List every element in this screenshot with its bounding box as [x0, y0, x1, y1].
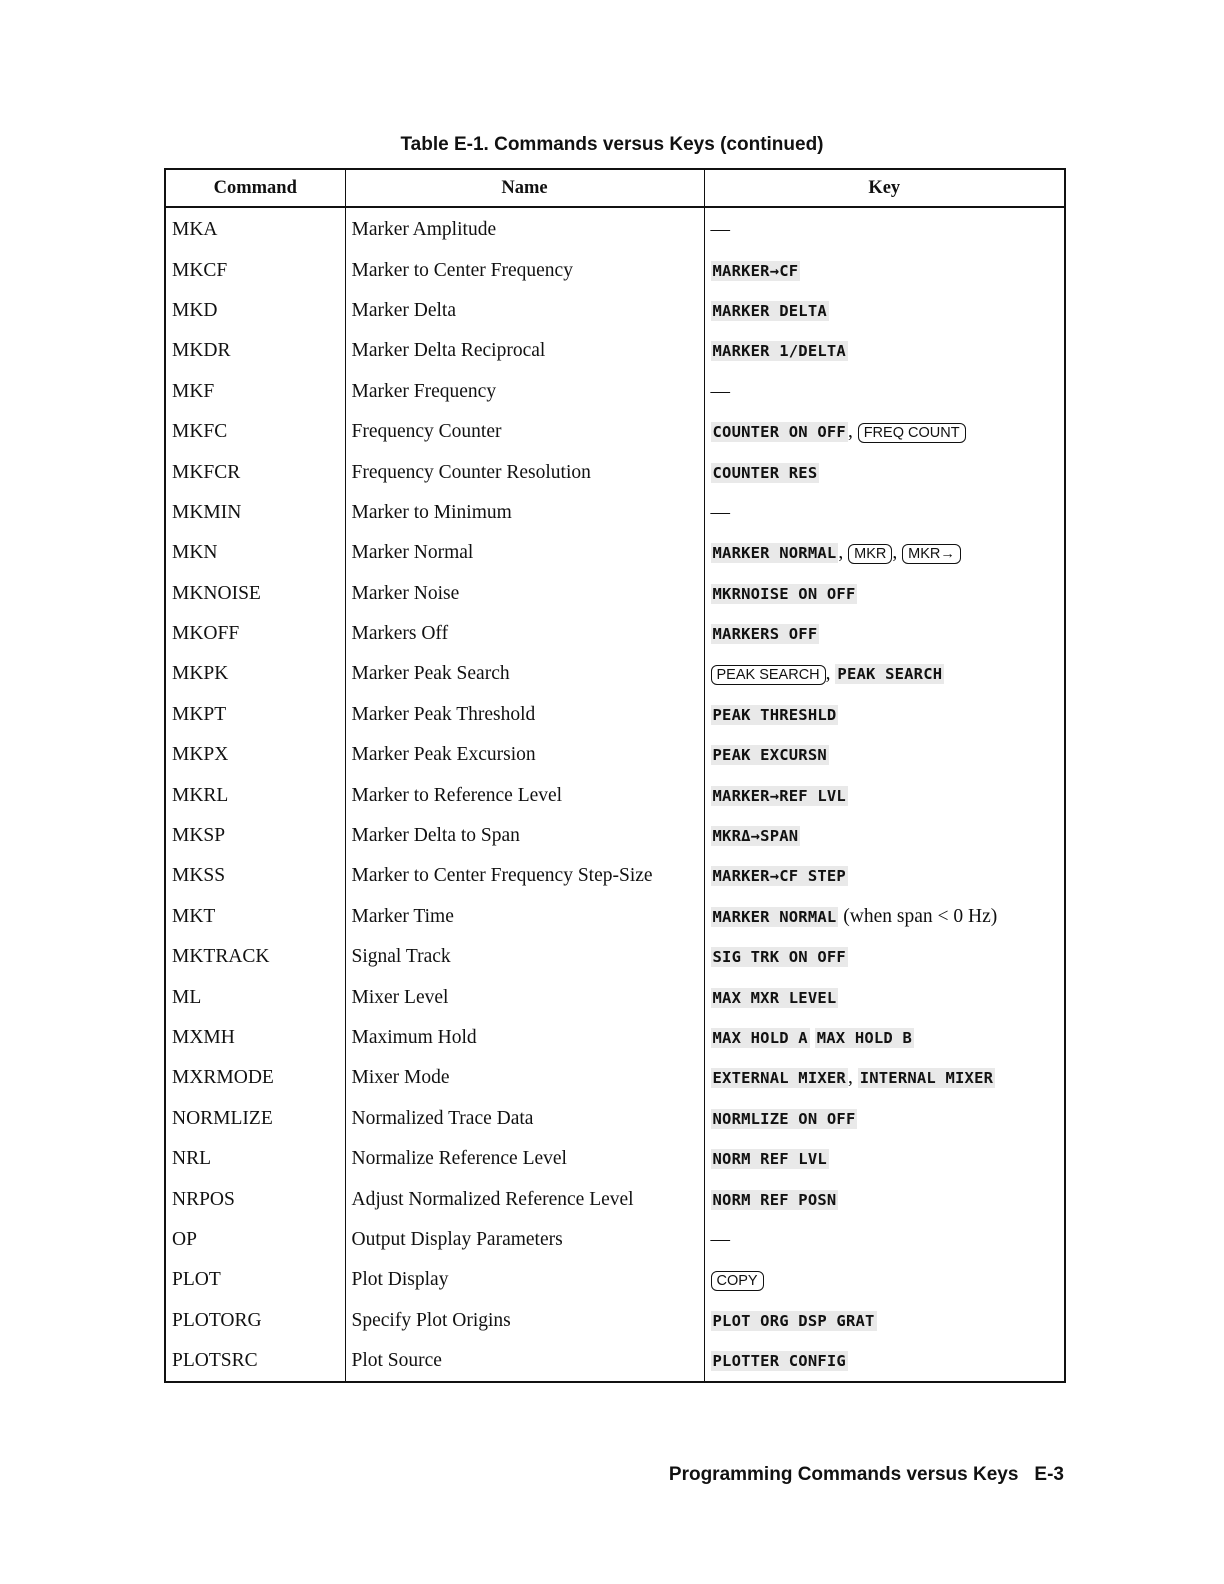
softkey-label: MAX HOLD A [712, 1029, 808, 1047]
softkey-label: MARKER→CF STEP [712, 867, 846, 886]
softkey-label: NORM REF LVL [712, 1150, 827, 1169]
key-note: (when span < 0 Hz) [838, 905, 998, 927]
table-row [165, 856, 1065, 896]
key-cell [704, 533, 1065, 573]
key-separator: , [892, 542, 903, 564]
key-cell [704, 695, 1065, 735]
hardkey-label: MKR [848, 544, 892, 564]
key-cell [704, 1220, 1065, 1260]
softkey-label: COUNTER RES [712, 463, 818, 482]
key-cell [704, 1018, 1065, 1058]
key-cell [704, 452, 1065, 492]
table-row [165, 291, 1065, 331]
name-cell: Marker Normal [345, 533, 704, 573]
table-row [165, 614, 1065, 654]
command-cell: MKSS [165, 856, 345, 896]
softkey-label: PEAK EXCURSN [712, 746, 827, 765]
key-cell [704, 1260, 1065, 1300]
name-cell: Marker to Reference Level [345, 775, 704, 815]
softkey-label: MARKER DELTA [712, 301, 827, 320]
hardkey-label: FREQ COUNT [858, 423, 966, 443]
name-cell: Normalized Trace Data [345, 1099, 704, 1139]
hardkey-label: MKR→ [902, 544, 961, 564]
table-row [165, 452, 1065, 492]
command-cell: MKN [165, 533, 345, 573]
name-cell: Normalize Reference Level [345, 1139, 704, 1179]
command-cell: PLOTSRC [165, 1341, 345, 1382]
header-row [165, 169, 1065, 207]
key-cell [704, 250, 1065, 290]
name-cell: Marker Peak Search [345, 654, 704, 694]
hardkey-label: COPY [711, 1271, 764, 1291]
key-separator: , [847, 421, 858, 443]
table-row [165, 372, 1065, 412]
key-cell [704, 1341, 1065, 1382]
softkey-label: MARKER 1/DELTA [712, 342, 846, 361]
command-cell: MKSP [165, 816, 345, 856]
name-cell: Marker Noise [345, 574, 704, 614]
table-row [165, 735, 1065, 775]
table-row [165, 331, 1065, 371]
softkey-label: PEAK SEARCH [837, 665, 943, 684]
no-key-dash: — [710, 380, 730, 402]
name-cell: Specify Plot Origins [345, 1301, 704, 1341]
softkey-label: NORMLIZE ON OFF [712, 1109, 856, 1128]
name-cell: Marker to Center Frequency Step-Size [345, 856, 704, 896]
command-cell: MKMIN [165, 493, 345, 533]
softkey-label: NORM REF POSN [712, 1190, 837, 1209]
softkey-label: PEAK THRESHLD [712, 705, 837, 724]
softkey-label: COUNTER ON OFF [712, 423, 846, 442]
command-cell: MXMH [165, 1018, 345, 1058]
command-cell: NRPOS [165, 1179, 345, 1219]
table-row [165, 937, 1065, 977]
command-cell: MKRL [165, 775, 345, 815]
name-cell: Markers Off [345, 614, 704, 654]
name-cell: Marker Amplitude [345, 207, 704, 250]
softkey-label: MARKER NORMAL [712, 544, 837, 563]
table-row [165, 1058, 1065, 1098]
command-cell: MKNOISE [165, 574, 345, 614]
name-cell: Frequency Counter [345, 412, 704, 452]
column-header-key: Key [704, 169, 1065, 207]
column-header-command: Command [165, 169, 345, 207]
name-cell: Marker Delta to Span [345, 816, 704, 856]
name-cell: Output Display Parameters [345, 1220, 704, 1260]
command-cell: MKCF [165, 250, 345, 290]
name-cell: Marker Delta [345, 291, 704, 331]
command-cell: MKT [165, 897, 345, 937]
table-row [165, 1179, 1065, 1219]
name-cell: Maximum Hold [345, 1018, 704, 1058]
softkey-label: MAX HOLD B [816, 1029, 913, 1047]
command-cell: MKD [165, 291, 345, 331]
no-key-dash: — [710, 1228, 730, 1250]
commands-table [164, 168, 1066, 1383]
no-key-dash: — [710, 219, 730, 241]
key-cell [704, 856, 1065, 896]
command-cell: MKA [165, 207, 345, 250]
name-cell: Plot Display [345, 1260, 704, 1300]
name-cell: Adjust Normalized Reference Level [345, 1179, 704, 1219]
softkey-label: MAX MXR LEVEL [712, 988, 837, 1007]
command-cell: MXRMODE [165, 1058, 345, 1098]
table-row [165, 654, 1065, 694]
command-cell: MKDR [165, 331, 345, 371]
name-cell: Marker Peak Excursion [345, 735, 704, 775]
name-cell: Plot Source [345, 1341, 704, 1382]
softkey-label: MKRNOISE ON OFF [712, 584, 856, 603]
table-caption: Table E-1. Commands versus Keys (continued) [400, 134, 824, 155]
command-cell: MKF [165, 372, 345, 412]
key-cell [704, 1179, 1065, 1219]
table-row [165, 412, 1065, 452]
name-cell: Marker Time [345, 897, 704, 937]
table-row [165, 1139, 1065, 1179]
key-cell [704, 291, 1065, 331]
key-cell [704, 775, 1065, 815]
key-cell [704, 816, 1065, 856]
key-cell [704, 207, 1065, 250]
softkey-label: MARKER→CF [712, 261, 799, 280]
key-cell [704, 937, 1065, 977]
softkey-label: SIG TRK ON OFF [712, 948, 846, 967]
table-row [165, 1018, 1065, 1058]
key-separator [810, 1027, 815, 1048]
table-row [165, 897, 1065, 937]
key-separator: , [838, 542, 849, 564]
column-header-name: Name [345, 169, 704, 207]
command-cell: MKPT [165, 695, 345, 735]
page-number: E-3 [1034, 1464, 1064, 1485]
softkey-label: MARKER NORMAL [712, 907, 837, 926]
name-cell: Mixer Level [345, 977, 704, 1017]
command-cell: OP [165, 1220, 345, 1260]
table-body [165, 207, 1065, 1382]
table-row [165, 1220, 1065, 1260]
table-row [165, 1099, 1065, 1139]
name-cell: Frequency Counter Resolution [345, 452, 704, 492]
key-cell [704, 1058, 1065, 1098]
name-cell: Marker to Minimum [345, 493, 704, 533]
page-footer [669, 1464, 1064, 1486]
table-row [165, 207, 1065, 250]
table-row [165, 1341, 1065, 1382]
table-row [165, 695, 1065, 735]
name-cell: Signal Track [345, 937, 704, 977]
key-cell [704, 1301, 1065, 1341]
table-row [165, 574, 1065, 614]
command-cell: MKFCR [165, 452, 345, 492]
table-row [165, 816, 1065, 856]
command-cell: MKOFF [165, 614, 345, 654]
key-cell [704, 977, 1065, 1017]
softkey-label: INTERNAL MIXER [859, 1069, 994, 1088]
hardkey-label: PEAK SEARCH [711, 665, 826, 685]
key-cell [704, 614, 1065, 654]
table-row [165, 493, 1065, 533]
softkey-label: EXTERNAL MIXER [712, 1069, 846, 1088]
name-cell: Marker Frequency [345, 372, 704, 412]
key-cell [704, 1139, 1065, 1179]
command-cell: MKPK [165, 654, 345, 694]
table-row [165, 1301, 1065, 1341]
command-cell: MKTRACK [165, 937, 345, 977]
key-cell [704, 493, 1065, 533]
softkey-label: PLOTTER CONFIG [712, 1352, 846, 1371]
name-cell: Mixer Mode [345, 1058, 704, 1098]
softkey-label: PLOT ORG DSP GRAT [712, 1311, 875, 1330]
no-key-dash: — [710, 501, 730, 523]
table-row [165, 977, 1065, 1017]
table-row [165, 250, 1065, 290]
table-row [165, 1260, 1065, 1300]
key-cell [704, 1099, 1065, 1139]
command-cell: MKPX [165, 735, 345, 775]
key-separator: , [847, 1067, 858, 1089]
command-cell: PLOT [165, 1260, 345, 1300]
command-cell: PLOTORG [165, 1301, 345, 1341]
softkey-label: MARKER→REF LVL [712, 786, 846, 805]
key-cell [704, 735, 1065, 775]
key-separator: , [825, 663, 836, 685]
key-cell [704, 574, 1065, 614]
key-cell [704, 331, 1065, 371]
footer-title: Programming Commands versus Keys [668, 1464, 1019, 1485]
key-cell [704, 897, 1065, 937]
name-cell: Marker Peak Threshold [345, 695, 704, 735]
table-row [165, 775, 1065, 815]
command-cell: NORMLIZE [165, 1099, 345, 1139]
name-cell: Marker to Center Frequency [345, 250, 704, 290]
name-cell: Marker Delta Reciprocal [345, 331, 704, 371]
softkey-label: MARKERS OFF [712, 625, 818, 644]
softkey-label: MKRΔ→SPAN [712, 827, 799, 846]
command-cell: ML [165, 977, 345, 1017]
key-cell [704, 412, 1065, 452]
key-cell [704, 372, 1065, 412]
key-cell [704, 654, 1065, 694]
table-row [165, 533, 1065, 573]
command-cell: MKFC [165, 412, 345, 452]
command-cell: NRL [165, 1139, 345, 1179]
